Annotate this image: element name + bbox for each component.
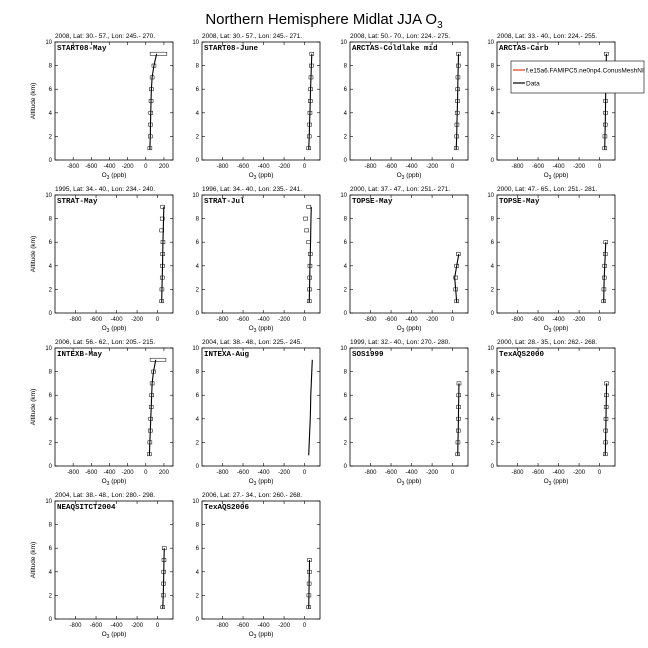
data-box	[305, 229, 309, 232]
y-tick-label: 10	[192, 193, 199, 199]
x-tick-label: -200	[131, 623, 144, 629]
y-tick-label: 6	[343, 87, 347, 94]
campaign-label: START08-June	[204, 45, 259, 53]
x-tick-label: 0	[302, 470, 307, 476]
campaign-label: STRAT-May	[57, 198, 98, 206]
y-tick-label: 8	[195, 216, 199, 223]
legend-label: f.e15a6.FAMIPC5.ne0np4.ConusMeshNI	[526, 67, 644, 75]
x-tick-label: -600	[385, 317, 398, 323]
x-tick-label: -400	[103, 470, 116, 476]
y-tick-label: 4	[48, 110, 52, 117]
data-box	[150, 358, 166, 361]
x-tick-label: 0	[155, 317, 160, 323]
y-tick-label: 10	[487, 346, 494, 352]
x-tick-label: -800	[511, 164, 524, 170]
x-tick-label: -800	[511, 317, 524, 323]
panel	[30, 339, 173, 487]
x-tick-label: -200	[426, 470, 439, 476]
y-tick-label: 2	[343, 134, 347, 141]
panel-header: 2004, Lat: 38.- 48., Lon: 225.- 245.	[202, 339, 303, 346]
data-profile-line	[149, 360, 155, 456]
x-tick-label: -800	[216, 623, 229, 629]
legend	[511, 61, 644, 93]
y-tick-label: 6	[195, 240, 199, 247]
panel	[192, 492, 320, 640]
y-tick-label: 8	[195, 369, 199, 376]
y-tick-label: 10	[340, 193, 347, 199]
panel	[340, 186, 468, 334]
y-tick-label: 10	[487, 193, 494, 199]
panel-frame	[55, 348, 173, 466]
y-tick-label: 2	[48, 593, 52, 600]
campaign-label: START08-May	[57, 45, 107, 53]
x-axis-label: $O_3$ (ppb)	[248, 478, 274, 487]
panel-frame	[202, 195, 320, 313]
y-tick-label: 10	[45, 499, 52, 505]
x-tick-label: -400	[257, 317, 270, 323]
x-tick-label: -400	[405, 470, 418, 476]
x-tick-label: -400	[552, 470, 565, 476]
panel-frame	[350, 195, 468, 313]
y-tick-label: 4	[48, 416, 52, 423]
x-tick-label: -600	[385, 470, 398, 476]
panel-frame	[350, 42, 468, 160]
x-tick-label: -200	[573, 470, 586, 476]
y-tick-label: 6	[195, 546, 199, 553]
y-tick-label: 0	[490, 158, 494, 164]
y-tick-label: 2	[195, 134, 199, 141]
panel	[487, 33, 615, 181]
x-tick-label: 0	[302, 317, 307, 323]
x-tick-label: -600	[90, 623, 103, 629]
x-tick-label: -800	[216, 470, 229, 476]
x-tick-label: -400	[552, 164, 565, 170]
panel-frame	[350, 348, 468, 466]
y-tick-label: 8	[195, 522, 199, 529]
x-tick-label: 200	[158, 164, 169, 170]
y-tick-label: 2	[48, 440, 52, 447]
y-axis-label: Altitude (km)	[30, 388, 37, 426]
y-tick-label: 2	[490, 287, 494, 294]
y-tick-label: 6	[195, 393, 199, 400]
x-tick-label: 0	[597, 317, 602, 323]
campaign-label: TexAQS2006	[204, 504, 250, 512]
x-axis-label: $O_3$ (ppb)	[101, 631, 127, 640]
panel-header: 2006, Lat: 56.- 62., Lon: 205.- 215.	[55, 339, 156, 346]
y-tick-label: 10	[192, 346, 199, 352]
figure-title: Northern Hemisphere Midlat JJA $O_3$	[205, 11, 443, 31]
panel-header: 2008, Lat: 30.- 57., Lon: 245.- 271.	[202, 33, 303, 40]
x-tick-label: -400	[103, 164, 116, 170]
x-axis-label: $O_3$ (ppb)	[248, 631, 274, 640]
y-tick-label: 10	[45, 193, 52, 199]
x-tick-label: -400	[552, 317, 565, 323]
y-tick-label: 6	[343, 240, 347, 247]
y-tick-label: 2	[195, 287, 199, 294]
x-tick-label: -600	[85, 164, 98, 170]
y-tick-label: 8	[48, 522, 52, 529]
y-tick-label: 10	[192, 40, 199, 46]
panel-frame	[55, 195, 173, 313]
x-tick-label: -400	[110, 317, 123, 323]
campaign-label: ARCTAS-Carb	[499, 45, 549, 53]
x-tick-label: 0	[450, 164, 455, 170]
x-tick-label: -400	[110, 623, 123, 629]
y-tick-label: 6	[490, 87, 494, 94]
panel	[30, 33, 173, 181]
y-tick-label: 4	[48, 569, 52, 576]
y-tick-label: 4	[48, 263, 52, 270]
y-tick-label: 10	[487, 40, 494, 46]
panel-header: 2000, Lat: 28.- 35., Lon: 262.- 268.	[497, 339, 598, 346]
y-tick-label: 10	[45, 346, 52, 352]
campaign-label: TOPSE-May	[499, 198, 540, 206]
x-tick-label: 0	[144, 470, 148, 476]
data-box	[150, 52, 167, 55]
y-tick-label: 8	[490, 216, 494, 223]
y-tick-label: 2	[490, 134, 494, 141]
data-box	[304, 217, 308, 220]
panel	[487, 186, 615, 334]
data-profile-line	[604, 242, 606, 302]
panel-frame	[202, 42, 320, 160]
x-tick-label: -400	[405, 317, 418, 323]
y-tick-label: 0	[48, 617, 52, 623]
x-tick-label: -200	[278, 623, 291, 629]
x-tick-label: -800	[67, 470, 80, 476]
x-tick-label: -400	[405, 164, 418, 170]
y-tick-label: 2	[48, 134, 52, 141]
x-tick-label: 0	[450, 470, 455, 476]
x-axis-label: $O_3$ (ppb)	[396, 172, 422, 181]
y-tick-label: 0	[490, 311, 494, 317]
x-tick-label: -600	[532, 470, 545, 476]
x-tick-label: -200	[278, 164, 291, 170]
x-tick-label: -200	[121, 470, 134, 476]
y-tick-label: 0	[48, 311, 52, 317]
panels	[30, 33, 615, 640]
data-profile-line	[309, 560, 310, 608]
x-tick-label: -400	[257, 164, 270, 170]
y-tick-label: 4	[195, 569, 199, 576]
x-tick-label: -800	[364, 317, 377, 323]
y-tick-label: 8	[195, 63, 199, 70]
y-tick-label: 10	[340, 40, 347, 46]
y-tick-label: 6	[490, 393, 494, 400]
x-tick-label: -400	[257, 623, 270, 629]
panel-header: 2006, Lat: 27.- 34., Lon: 260.- 268.	[202, 492, 303, 499]
x-tick-label: -200	[573, 317, 586, 323]
x-tick-label: -200	[426, 317, 439, 323]
panel	[192, 33, 320, 181]
panel-frame	[497, 348, 615, 466]
panel-header: 2008, Lat: 33.- 40., Lon: 224.- 255.	[497, 33, 598, 40]
y-tick-label: 8	[343, 216, 347, 223]
data-profile-line	[309, 360, 313, 456]
campaign-label: INTEXB-May	[57, 351, 103, 359]
x-tick-label: 0	[144, 164, 148, 170]
y-tick-label: 8	[343, 369, 347, 376]
x-tick-label: 0	[302, 164, 307, 170]
x-tick-label: 0	[450, 317, 455, 323]
panel-header: 2008, Lat: 30.- 57., Lon: 245.- 270.	[55, 33, 156, 40]
y-tick-label: 4	[343, 416, 347, 423]
y-tick-label: 2	[48, 287, 52, 294]
panel	[30, 492, 173, 640]
x-tick-label: 0	[597, 164, 602, 170]
x-tick-label: -800	[511, 470, 524, 476]
y-tick-label: 8	[48, 369, 52, 376]
x-axis-label: $O_3$ (ppb)	[101, 172, 127, 181]
y-tick-label: 10	[340, 346, 347, 352]
x-tick-label: -600	[237, 470, 250, 476]
y-axis-label: Altitude (km)	[30, 541, 37, 579]
y-axis-label: Altitude (km)	[30, 235, 37, 273]
x-axis-label: $O_3$ (ppb)	[543, 478, 569, 487]
x-tick-label: -800	[364, 470, 377, 476]
panel-header: 1996, Lat: 34.- 40., Lon: 235.- 241.	[202, 186, 303, 193]
panel	[192, 339, 320, 487]
x-axis-label: $O_3$ (ppb)	[248, 172, 274, 181]
x-axis-label: $O_3$ (ppb)	[396, 478, 422, 487]
y-tick-label: 6	[48, 240, 52, 247]
y-tick-label: 4	[195, 416, 199, 423]
x-tick-label: -200	[573, 164, 586, 170]
campaign-label: INTEXA-Aug	[204, 351, 250, 359]
y-tick-label: 4	[343, 110, 347, 117]
data-box	[307, 205, 311, 208]
panel	[30, 186, 173, 334]
y-tick-label: 2	[343, 440, 347, 447]
panel-header: 2004, Lat: 38.- 48., Lon: 280.- 298.	[55, 492, 156, 499]
panel-frame	[202, 501, 320, 619]
y-tick-label: 0	[343, 158, 347, 164]
y-tick-label: 2	[195, 593, 199, 600]
y-tick-label: 0	[490, 464, 494, 470]
y-tick-label: 6	[48, 393, 52, 400]
y-tick-label: 8	[490, 63, 494, 70]
x-tick-label: 0	[302, 623, 307, 629]
y-tick-label: 0	[195, 158, 199, 164]
campaign-label: TOPSE-May	[352, 198, 393, 206]
x-axis-label: $O_3$ (ppb)	[248, 325, 274, 334]
y-tick-label: 6	[490, 240, 494, 247]
y-tick-label: 6	[48, 546, 52, 553]
y-tick-label: 6	[195, 87, 199, 94]
x-axis-label: $O_3$ (ppb)	[543, 325, 569, 334]
data-profile-line	[458, 383, 459, 455]
campaign-label: ARCTAS-Coldlake mid	[352, 45, 438, 53]
panel	[340, 33, 468, 181]
panel-header: 1995, Lat: 34.- 40., Lon: 234.- 240.	[55, 186, 156, 193]
data-profile-line	[163, 548, 165, 608]
panel-frame	[55, 501, 173, 619]
y-tick-label: 4	[490, 263, 494, 270]
x-tick-label: -800	[216, 317, 229, 323]
x-tick-label: -600	[385, 164, 398, 170]
panel-header: 2000, Lat: 37.- 47., Lon: 251.- 271.	[350, 186, 451, 193]
y-tick-label: 8	[490, 369, 494, 376]
x-axis-label: $O_3$ (ppb)	[101, 478, 127, 487]
x-axis-label: $O_3$ (ppb)	[396, 325, 422, 334]
y-tick-label: 10	[45, 40, 52, 46]
x-tick-label: -600	[237, 623, 250, 629]
x-tick-label: -800	[216, 164, 229, 170]
panel-header: 1999, Lat: 32.- 40., Lon: 270.- 280.	[350, 339, 451, 346]
y-tick-label: 4	[343, 263, 347, 270]
panel	[192, 186, 320, 334]
panel-frame	[202, 348, 320, 466]
y-tick-label: 8	[48, 63, 52, 70]
y-tick-label: 4	[195, 110, 199, 117]
y-tick-label: 2	[195, 440, 199, 447]
y-tick-label: 0	[195, 311, 199, 317]
y-tick-label: 4	[195, 263, 199, 270]
y-tick-label: 2	[343, 287, 347, 294]
y-tick-label: 0	[195, 617, 199, 623]
x-tick-label: -600	[237, 317, 250, 323]
panel	[340, 339, 468, 487]
y-tick-label: 4	[490, 416, 494, 423]
x-axis-label: $O_3$ (ppb)	[543, 172, 569, 181]
x-tick-label: -600	[237, 164, 250, 170]
data-profile-line	[455, 254, 459, 302]
x-tick-label: -200	[278, 470, 291, 476]
y-tick-label: 10	[192, 499, 199, 505]
x-tick-label: -200	[131, 317, 144, 323]
x-axis-label: $O_3$ (ppb)	[101, 325, 127, 334]
legend-label: Data	[526, 80, 540, 88]
x-tick-label: -400	[257, 470, 270, 476]
y-tick-label: 6	[343, 393, 347, 400]
x-tick-label: -800	[69, 623, 82, 629]
campaign-label: NEAQSITCT2004	[57, 504, 116, 512]
y-tick-label: 2	[490, 440, 494, 447]
y-tick-label: 4	[490, 110, 494, 117]
y-tick-label: 8	[343, 63, 347, 70]
x-tick-label: -200	[278, 317, 291, 323]
campaign-label: SOS1999	[352, 351, 384, 359]
x-tick-label: 0	[597, 470, 602, 476]
y-tick-label: 0	[343, 311, 347, 317]
panel-header: 2000, Lat: 47.- 65., Lon: 251.- 281.	[497, 186, 598, 193]
campaign-label: TexAQS2000	[499, 351, 545, 359]
x-tick-label: -600	[532, 317, 545, 323]
campaign-label: STRAT-Jul	[204, 198, 245, 206]
y-tick-label: 6	[48, 87, 52, 94]
data-profile-line	[605, 383, 606, 455]
x-tick-label: -800	[69, 317, 82, 323]
x-tick-label: 0	[155, 623, 160, 629]
x-tick-label: -600	[85, 470, 98, 476]
y-tick-label: 0	[48, 158, 52, 164]
panel-frame	[497, 42, 615, 160]
y-tick-label: 0	[48, 464, 52, 470]
x-tick-label: -800	[67, 164, 80, 170]
panel-frame	[497, 195, 615, 313]
y-tick-label: 8	[48, 216, 52, 223]
x-tick-label: -600	[90, 317, 103, 323]
x-tick-label: -200	[121, 164, 134, 170]
y-tick-label: 0	[343, 464, 347, 470]
x-tick-label: 200	[158, 470, 169, 476]
panel-header: 2008, Lat: 50.- 70., Lon: 224.- 275.	[350, 33, 451, 40]
panel	[487, 339, 615, 487]
x-tick-label: -600	[532, 164, 545, 170]
y-tick-label: 0	[195, 464, 199, 470]
y-axis-label: Altitude (km)	[30, 82, 37, 120]
x-tick-label: -200	[426, 164, 439, 170]
legend-box	[511, 61, 644, 93]
x-tick-label: -800	[364, 164, 377, 170]
